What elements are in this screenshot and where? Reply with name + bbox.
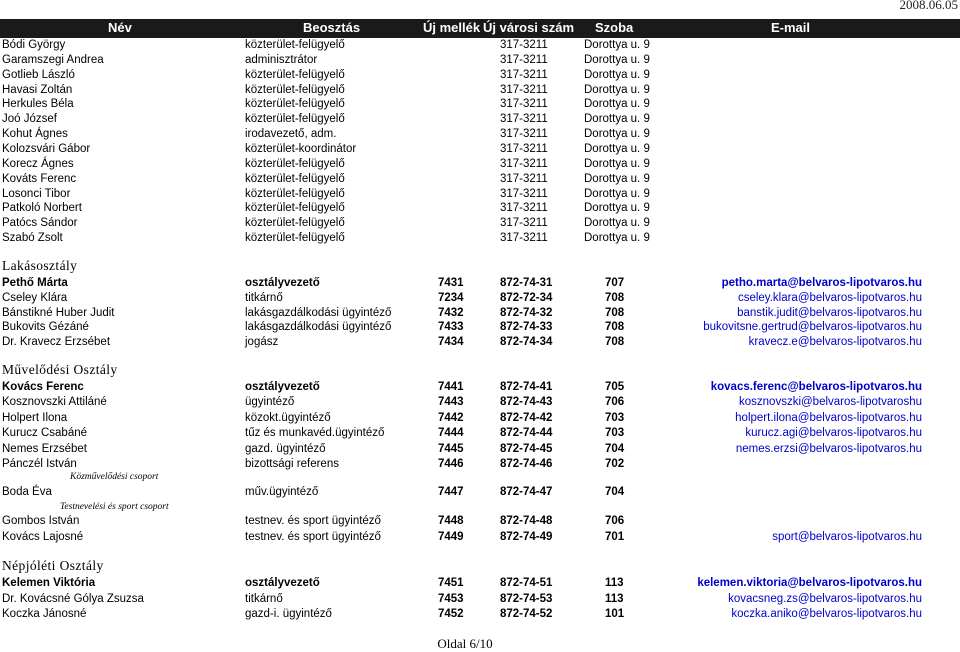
cell-room: 101 — [605, 608, 625, 621]
cell-email[interactable]: kovacs.ferenc@belvaros-lipotvaros.hu — [710, 381, 922, 393]
cell-position: közterület-felügyelő — [245, 39, 345, 51]
cell-name: Joó József — [2, 113, 57, 126]
cell-room: 113 — [605, 592, 624, 605]
cell-name: Dr. Kravecz Erzsébet — [2, 336, 111, 349]
cell-name: Garamszegi Andrea — [2, 53, 104, 66]
table-row — [0, 531, 960, 546]
cell-room: Dorottya u. 9 — [584, 187, 650, 200]
cell-email[interactable]: sport@belvaros-lipotvaros.hu — [772, 530, 922, 543]
cell-position: lakásgazdálkodási ügyintéző — [245, 306, 392, 319]
cell-position: testnev. és sport ügyintéző — [245, 530, 381, 543]
header-room: Szoba — [595, 20, 634, 35]
cell-room: 701 — [605, 530, 625, 543]
cell-position: közterület-koordinátor — [245, 143, 357, 156]
cell-phone: 872-72-34 — [500, 291, 553, 304]
cell-name: Pánczél István — [2, 458, 77, 470]
header-name: Név — [108, 20, 132, 35]
cell-position: gazd-i. ügyintéző — [245, 608, 332, 621]
cell-position: bizottsági referens — [245, 458, 339, 470]
cell-phone: 317-3211 — [500, 187, 548, 200]
cell-room: Dorottya u. 9 — [584, 113, 650, 126]
table-row — [0, 84, 960, 99]
cell-ext: 7447 — [438, 486, 464, 498]
cell-ext: 7432 — [438, 306, 464, 319]
cell-room: Dorottya u. 9 — [584, 172, 650, 185]
cell-position: közterület-felügyelő — [245, 113, 345, 126]
cell-ext: 7451 — [438, 577, 464, 589]
cell-ext: 7443 — [438, 396, 464, 409]
table-row — [0, 54, 960, 69]
table-row — [0, 396, 960, 411]
cell-email[interactable]: kravecz.e@belvaros-lipotvaros.hu — [748, 336, 922, 349]
table-row — [0, 307, 960, 322]
cell-room: 707 — [605, 277, 625, 289]
cell-name: Koczka Jánosné — [2, 608, 87, 621]
cell-room: Dorottya u. 9 — [584, 143, 650, 156]
cell-email[interactable]: nemes.erzsi@belvaros-lipotvaros.hu — [735, 442, 922, 455]
cell-phone: 317-3211 — [500, 83, 548, 96]
cell-ext: 7433 — [438, 321, 464, 334]
cell-name: Bánstikné Huber Judit — [2, 306, 115, 319]
page-footer — [0, 636, 960, 652]
cell-name: Kolozsvári Gábor — [2, 143, 91, 156]
cell-position: közterület-felügyelő — [245, 202, 345, 215]
cell-name: Losonci Tibor — [2, 187, 71, 200]
cell-phone: 317-3211 — [500, 53, 548, 66]
cell-name: Kováts Ferenc — [2, 172, 77, 185]
table-row — [0, 486, 960, 501]
cell-name: Boda Éva — [2, 486, 52, 498]
cell-room: Dorottya u. 9 — [584, 53, 650, 66]
cell-name: Patkoló Norbert — [2, 202, 82, 215]
cell-position: közterület-felügyelő — [245, 187, 345, 200]
cell-room: Dorottya u. 9 — [584, 232, 650, 245]
cell-phone: 317-3211 — [500, 202, 548, 215]
table-row — [0, 381, 960, 396]
cell-email[interactable]: holpert.ilona@belvaros-lipotvaros.hu — [735, 411, 922, 424]
section-title-nepjoleti: Népjóléti Osztály — [2, 558, 104, 573]
cell-ext: 7234 — [438, 291, 464, 304]
cell-name: Kelemen Viktória — [2, 577, 96, 589]
cell-position: gazd. ügyintéző — [245, 442, 326, 455]
cell-email[interactable]: kovacsneg.zs@belvaros-lipotvaros.hu — [728, 592, 922, 605]
table-row — [0, 217, 960, 232]
cell-position: közterület-felügyelő — [245, 157, 345, 170]
table-row — [0, 292, 960, 307]
cell-room: 703 — [605, 411, 625, 424]
cell-name: Kurucz Csabáné — [2, 427, 88, 440]
cell-name: Bódi György — [2, 39, 66, 51]
section-title-lakas: Lakásosztály — [2, 258, 78, 273]
table-row — [0, 336, 960, 351]
document-date: 2008.06.05 — [899, 0, 958, 12]
table-row — [0, 113, 960, 128]
cell-phone: 872-74-33 — [500, 321, 553, 334]
cell-phone: 872-74-34 — [500, 336, 553, 349]
table-row — [0, 321, 960, 336]
cell-name: Gotlieb László — [2, 68, 75, 81]
cell-email[interactable]: kosznovszki@belvaros-lipotvaroshu — [739, 396, 922, 409]
cell-name: Cseley Klára — [2, 291, 68, 304]
cell-name: Szabó Zsolt — [2, 232, 63, 245]
cell-phone: 317-3211 — [500, 157, 548, 170]
cell-ext: 7434 — [438, 336, 464, 349]
table-header — [0, 19, 960, 38]
cell-position: titkárnő — [245, 291, 283, 304]
cell-room: 708 — [605, 306, 625, 319]
table-row — [0, 443, 960, 458]
cell-phone: 317-3211 — [500, 39, 548, 51]
cell-phone: 317-3211 — [500, 68, 548, 81]
cell-name: Havasi Zoltán — [2, 83, 73, 96]
cell-position: ügyintéző — [245, 396, 295, 409]
header-position: Beosztás — [303, 20, 361, 35]
cell-phone: 872-74-48 — [500, 515, 553, 527]
cell-email[interactable]: kelemen.viktoria@belvaros-lipotvaros.hu — [697, 577, 922, 589]
cell-name: Bukovits Gézáné — [2, 321, 89, 334]
cell-room: 706 — [605, 515, 625, 527]
cell-room: Dorottya u. 9 — [584, 128, 650, 141]
cell-phone: 872-74-52 — [500, 608, 553, 621]
page-number: Oldal 6/10 — [437, 636, 493, 651]
table-row — [0, 39, 960, 54]
cell-position: osztályvezető — [245, 277, 320, 289]
cell-phone: 872-74-42 — [500, 411, 553, 424]
cell-room: 703 — [605, 427, 625, 440]
cell-phone: 872-74-49 — [500, 530, 553, 543]
subsection-kozmuvelodes: Közművelődési csoport — [70, 472, 159, 482]
cell-position: közterület-felügyelő — [245, 172, 345, 185]
table-row — [0, 69, 960, 84]
cell-email[interactable]: kurucz.agi@belvaros-lipotvaros.hu — [745, 427, 922, 440]
cell-email[interactable]: petho.marta@belvaros-lipotvaros.hu — [721, 277, 922, 289]
header-new-ext: Új mellék — [423, 20, 481, 35]
cell-room: Dorottya u. 9 — [584, 98, 650, 111]
table-row — [0, 412, 960, 427]
cell-name: Kovács Ferenc — [2, 381, 84, 393]
cell-phone: 872-74-44 — [500, 427, 553, 440]
table-row — [0, 577, 960, 592]
cell-position: titkárnő — [245, 592, 283, 605]
cell-ext: 7452 — [438, 608, 464, 621]
table-row — [0, 427, 960, 442]
cell-phone: 317-3211 — [500, 143, 548, 156]
cell-name: Holpert Ilona — [2, 411, 68, 424]
table-row — [0, 515, 960, 530]
table-row — [0, 202, 960, 217]
cell-phone: 317-3211 — [500, 113, 548, 126]
cell-position: jogász — [245, 336, 279, 349]
table-row — [0, 143, 960, 158]
cell-position: lakásgazdálkodási ügyintéző — [245, 321, 392, 334]
cell-phone: 872-74-31 — [500, 277, 553, 289]
cell-ext: 7444 — [438, 427, 464, 440]
cell-name: Herkules Béla — [2, 98, 74, 111]
cell-name: Korecz Ágnes — [2, 157, 74, 170]
header-email: E-mail — [771, 20, 811, 35]
cell-email[interactable]: cseley.klara@belvaros-lipotvaros.hu — [737, 291, 922, 304]
cell-room: Dorottya u. 9 — [584, 157, 650, 170]
cell-name: Kohut Ágnes — [2, 128, 68, 141]
table-row — [0, 188, 960, 203]
subsection-sport: Testnevelési és sport csoport — [60, 502, 169, 512]
cell-ext: 7448 — [438, 515, 464, 527]
cell-ext: 7445 — [438, 442, 464, 455]
cell-room: 706 — [605, 396, 625, 409]
cell-name: Nemes Erzsébet — [2, 442, 88, 455]
cell-name: Kosznovszki Attiláné — [2, 396, 107, 409]
table-row — [0, 232, 960, 247]
cell-ext: 7441 — [438, 381, 464, 393]
cell-name: Patócs Sándor — [2, 217, 78, 230]
cell-position: közterület-felügyelő — [245, 232, 345, 245]
cell-email[interactable]: koczka.aniko@belvaros-lipotvaros.hu — [731, 608, 922, 621]
cell-room: 708 — [605, 336, 625, 349]
cell-phone: 872-74-41 — [500, 381, 553, 393]
cell-ext: 7442 — [438, 411, 464, 424]
table-row — [0, 158, 960, 173]
cell-position: közterület-felügyelő — [245, 217, 345, 230]
table-row — [0, 98, 960, 113]
section-title-muvelodes: Művelődési Osztály — [2, 362, 118, 377]
table-row — [0, 608, 960, 623]
cell-phone: 872-74-43 — [500, 396, 553, 409]
cell-phone: 317-3211 — [500, 232, 548, 245]
header-new-city: Új városi szám — [483, 20, 575, 35]
cell-position: adminisztrátor — [245, 53, 318, 66]
cell-room: 704 — [605, 442, 625, 455]
cell-position: osztályvezető — [245, 381, 320, 393]
cell-email[interactable]: bukovitsne.gertrud@belvaros-lipotvaros.hu — [703, 321, 922, 334]
cell-position: közterület-felügyelő — [245, 83, 345, 96]
cell-name: Dr. Kovácsné Gólya Zsuzsa — [2, 592, 144, 605]
cell-position: testnev. és sport ügyintéző — [245, 515, 381, 527]
table-row — [0, 128, 960, 143]
cell-room: 708 — [605, 321, 625, 334]
cell-position: közterület-felügyelő — [245, 68, 345, 81]
cell-ext: 7449 — [438, 530, 464, 543]
cell-room: Dorottya u. 9 — [584, 68, 650, 81]
cell-room: 704 — [605, 486, 625, 498]
cell-room: 705 — [605, 381, 625, 393]
cell-position: osztályvezető — [245, 577, 320, 589]
cell-room: Dorottya u. 9 — [584, 217, 650, 230]
cell-phone: 872-74-32 — [500, 306, 553, 319]
cell-phone: 317-3211 — [500, 128, 548, 141]
cell-room: Dorottya u. 9 — [584, 39, 650, 51]
cell-room: 708 — [605, 291, 625, 304]
cell-phone: 872-74-47 — [500, 486, 553, 498]
cell-name: Pethő Márta — [2, 277, 68, 289]
cell-position: közterület-felügyelő — [245, 98, 345, 111]
cell-phone: 317-3211 — [500, 217, 548, 230]
cell-phone: 872-74-45 — [500, 442, 553, 455]
cell-phone: 317-3211 — [500, 98, 548, 111]
cell-ext: 7453 — [438, 592, 464, 605]
cell-name: Gombos István — [2, 515, 80, 527]
cell-room: 113 — [605, 577, 624, 589]
cell-position: irodavezető, adm. — [245, 128, 337, 141]
cell-room: Dorottya u. 9 — [584, 202, 650, 215]
cell-phone: 872-74-53 — [500, 592, 553, 605]
cell-ext: 7446 — [438, 458, 464, 470]
cell-position: tűz és munkavéd.ügyintéző — [245, 427, 385, 440]
cell-phone: 872-74-46 — [500, 458, 553, 470]
cell-position: közokt.ügyintéző — [245, 411, 331, 424]
table-row — [0, 277, 960, 292]
cell-room: 702 — [605, 458, 625, 470]
table-row — [0, 593, 960, 608]
cell-room: Dorottya u. 9 — [584, 83, 650, 96]
table-row — [0, 458, 960, 473]
cell-ext: 7431 — [438, 277, 464, 289]
cell-name: Kovács Lajosné — [2, 530, 84, 543]
table-row — [0, 173, 960, 188]
cell-email[interactable]: banstik.judit@belvaros-lipotvaros.hu — [737, 306, 922, 319]
cell-phone: 317-3211 — [500, 172, 548, 185]
cell-position: műv.ügyintéző — [245, 486, 319, 498]
cell-phone: 872-74-51 — [500, 577, 553, 589]
